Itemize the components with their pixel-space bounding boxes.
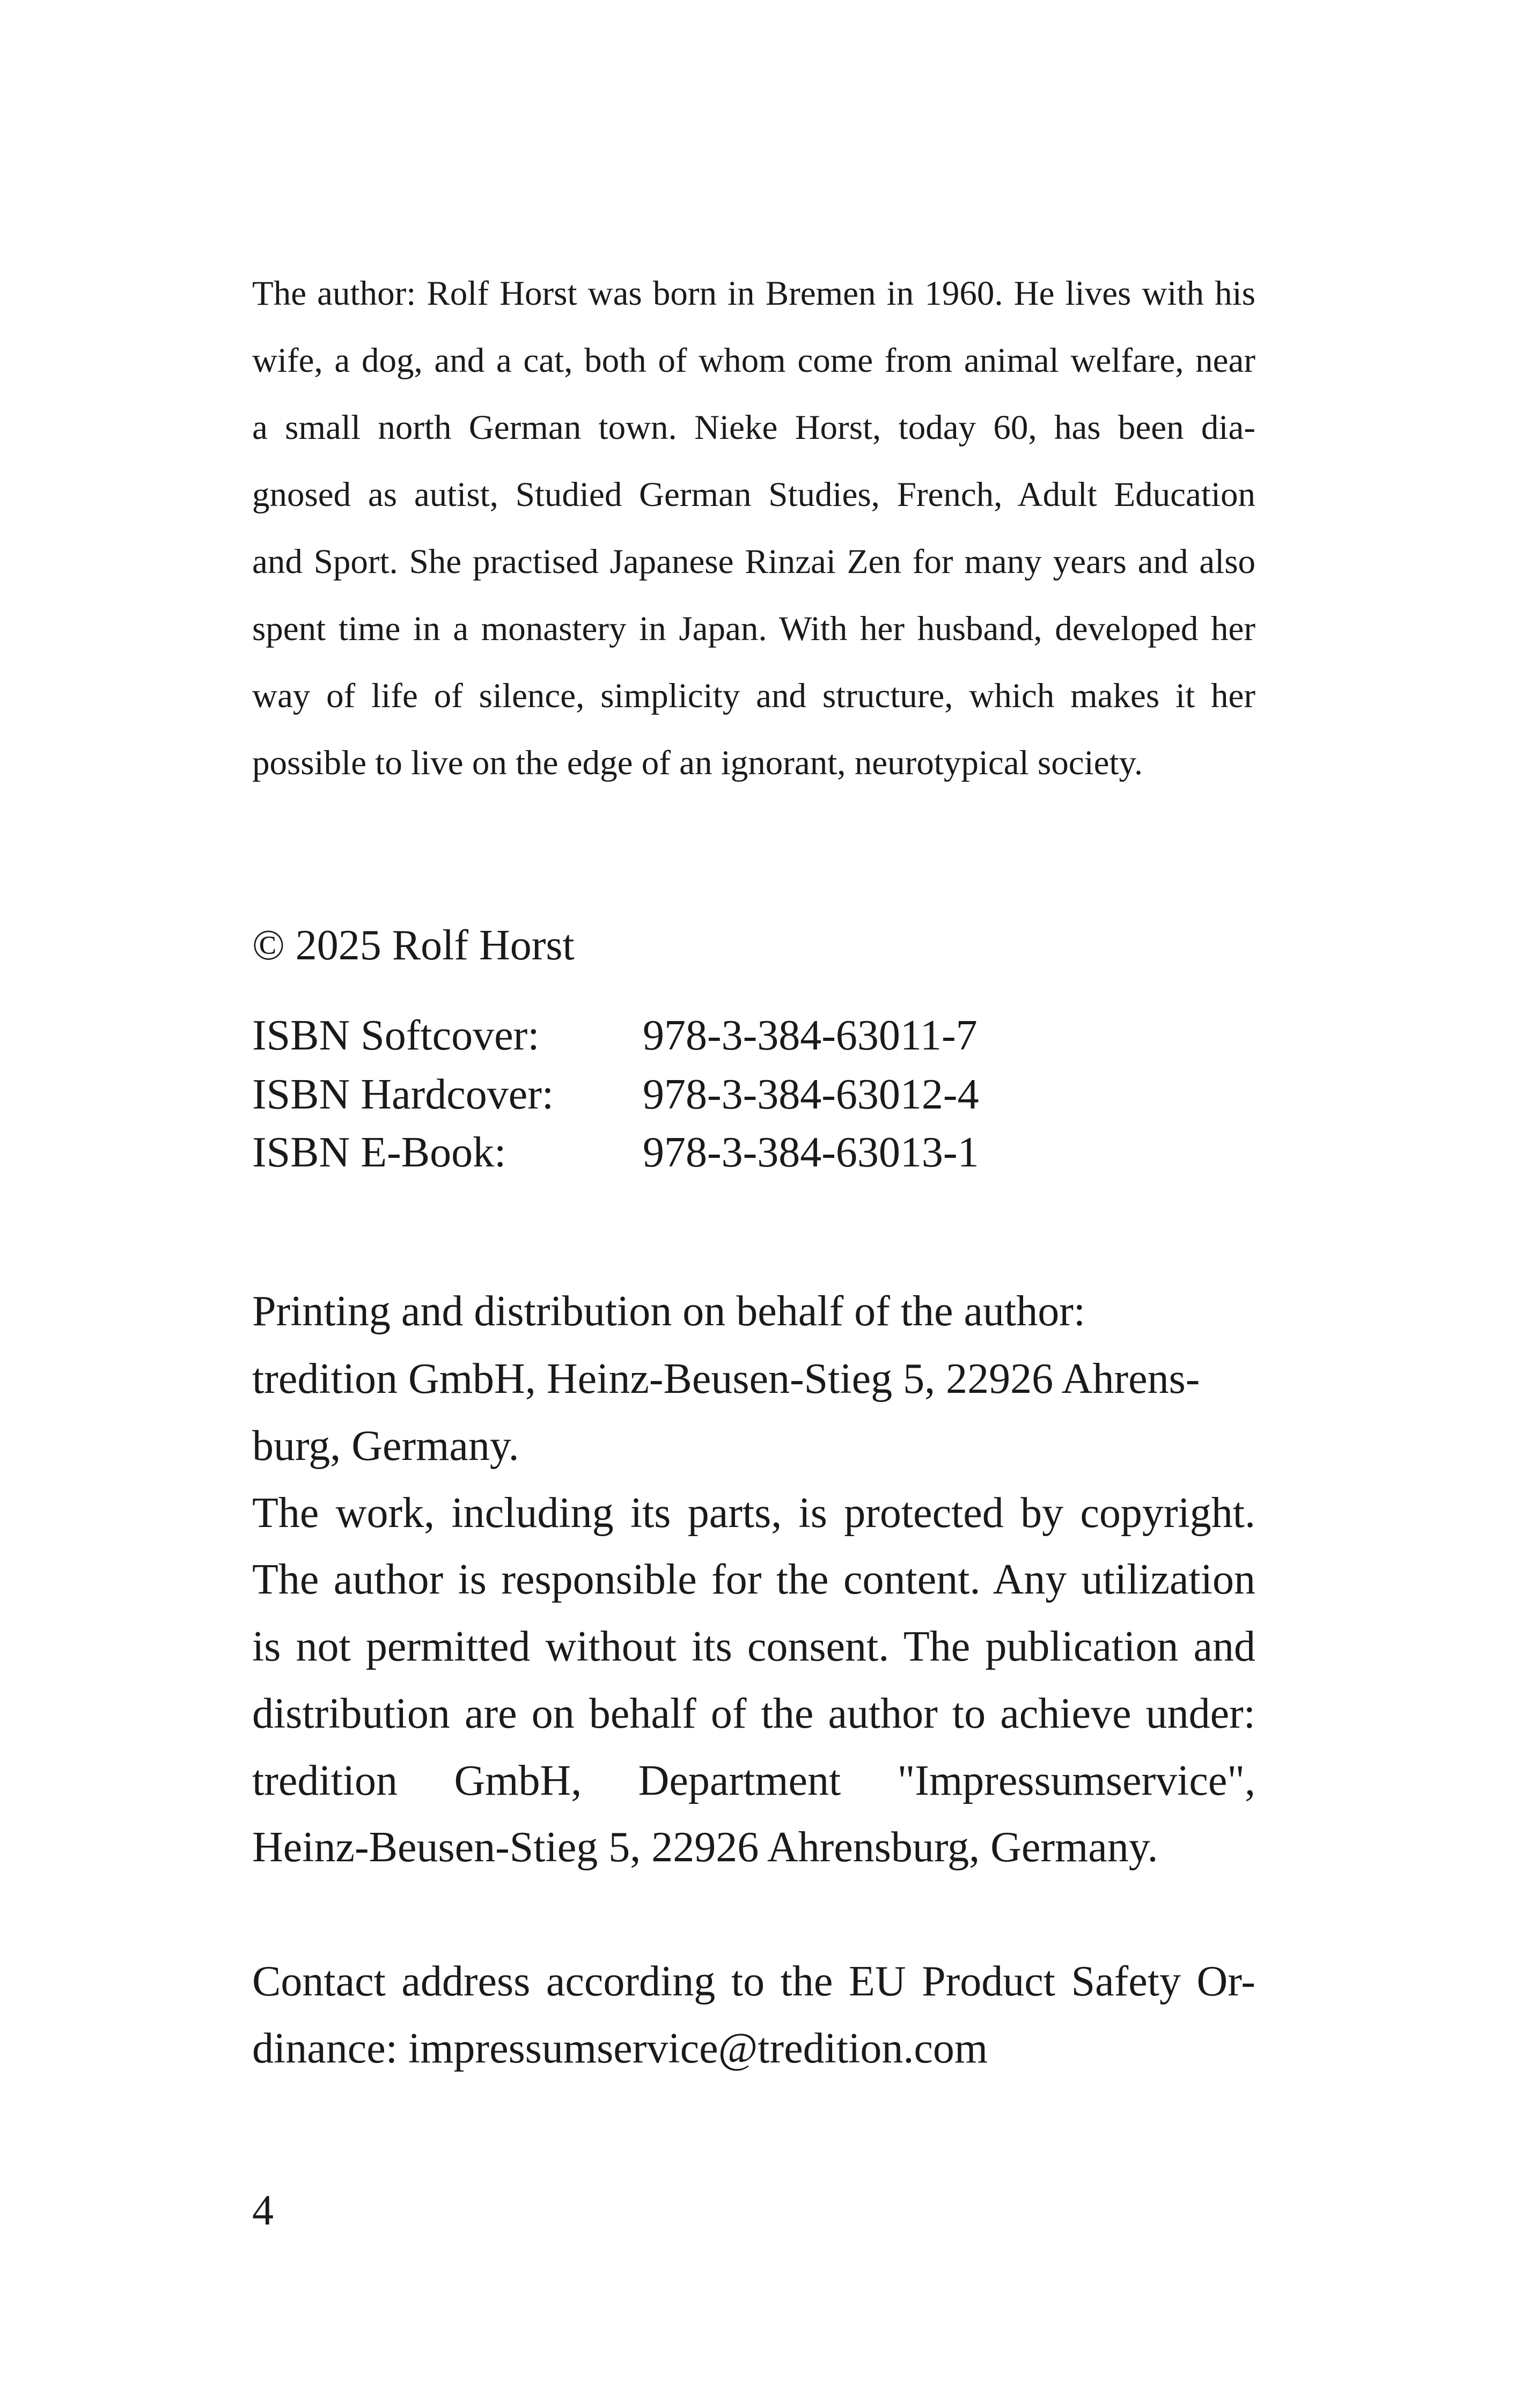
bio-line: spent time in a monastery in Japan. With her husband, developed her <box>252 610 1255 648</box>
bio-line: gnosed as autist, Studied German Studies, French, Adult Education <box>252 475 1255 514</box>
contact-line: dinance: impressumservice@tredition.com <box>252 2025 988 2072</box>
contact-line: Contact address according to the EU Product Safety Or- <box>252 1958 1255 2005</box>
isbn-value: 978-3-384-63012-4 <box>643 1071 979 1118</box>
imprint-line: The work, including its parts, is protected by copyright. <box>252 1489 1255 1537</box>
imprint-line: is not permitted without its consent. The publication and <box>252 1623 1255 1670</box>
bio-line: possible to live on the edge of an ignorant, neurotypical society. <box>252 744 1143 782</box>
isbn-label: ISBN E-Book: <box>252 1129 506 1176</box>
bio-line: The author: Rolf Horst was born in Bremen in 1960. He lives with his <box>252 274 1255 313</box>
imprint-line: tredition GmbH, Heinz-Beusen-Stieg 5, 22926 Ahrens- <box>252 1355 1200 1403</box>
isbn-label: ISBN Softcover: <box>252 1012 540 1059</box>
page-number: 4 <box>252 2187 274 2234</box>
imprint-line: Printing and distribution on behalf of the author: <box>252 1288 1086 1335</box>
imprint-line: burg, Germany. <box>252 1422 519 1470</box>
bio-line: way of life of silence, simplicity and structure, which makes it her <box>252 677 1255 715</box>
copyright-notice: © 2025 Rolf Horst <box>252 922 575 969</box>
imprint-line: Heinz-Beusen-Stieg 5, 22926 Ahrensburg, Germany. <box>252 1824 1158 1871</box>
bio-line: wife, a dog, and a cat, both of whom come from animal welfare, near <box>252 341 1255 380</box>
isbn-label: ISBN Hardcover: <box>252 1071 554 1118</box>
isbn-value: 978-3-384-63011-7 <box>643 1012 978 1059</box>
bio-line: a small north German town. Nieke Horst, today 60, has been dia- <box>252 408 1255 447</box>
imprint-line: tredition GmbH, Department "Impressumservice", <box>252 1757 1255 1804</box>
imprint-line: The author is responsible for the content. Any utilization <box>252 1556 1255 1603</box>
bio-line: and Sport. She practised Japanese Rinzai Zen for many years and also <box>252 542 1255 581</box>
isbn-value: 978-3-384-63013-1 <box>643 1129 979 1176</box>
imprint-line: distribution are on behalf of the author to achieve under: <box>252 1690 1255 1737</box>
